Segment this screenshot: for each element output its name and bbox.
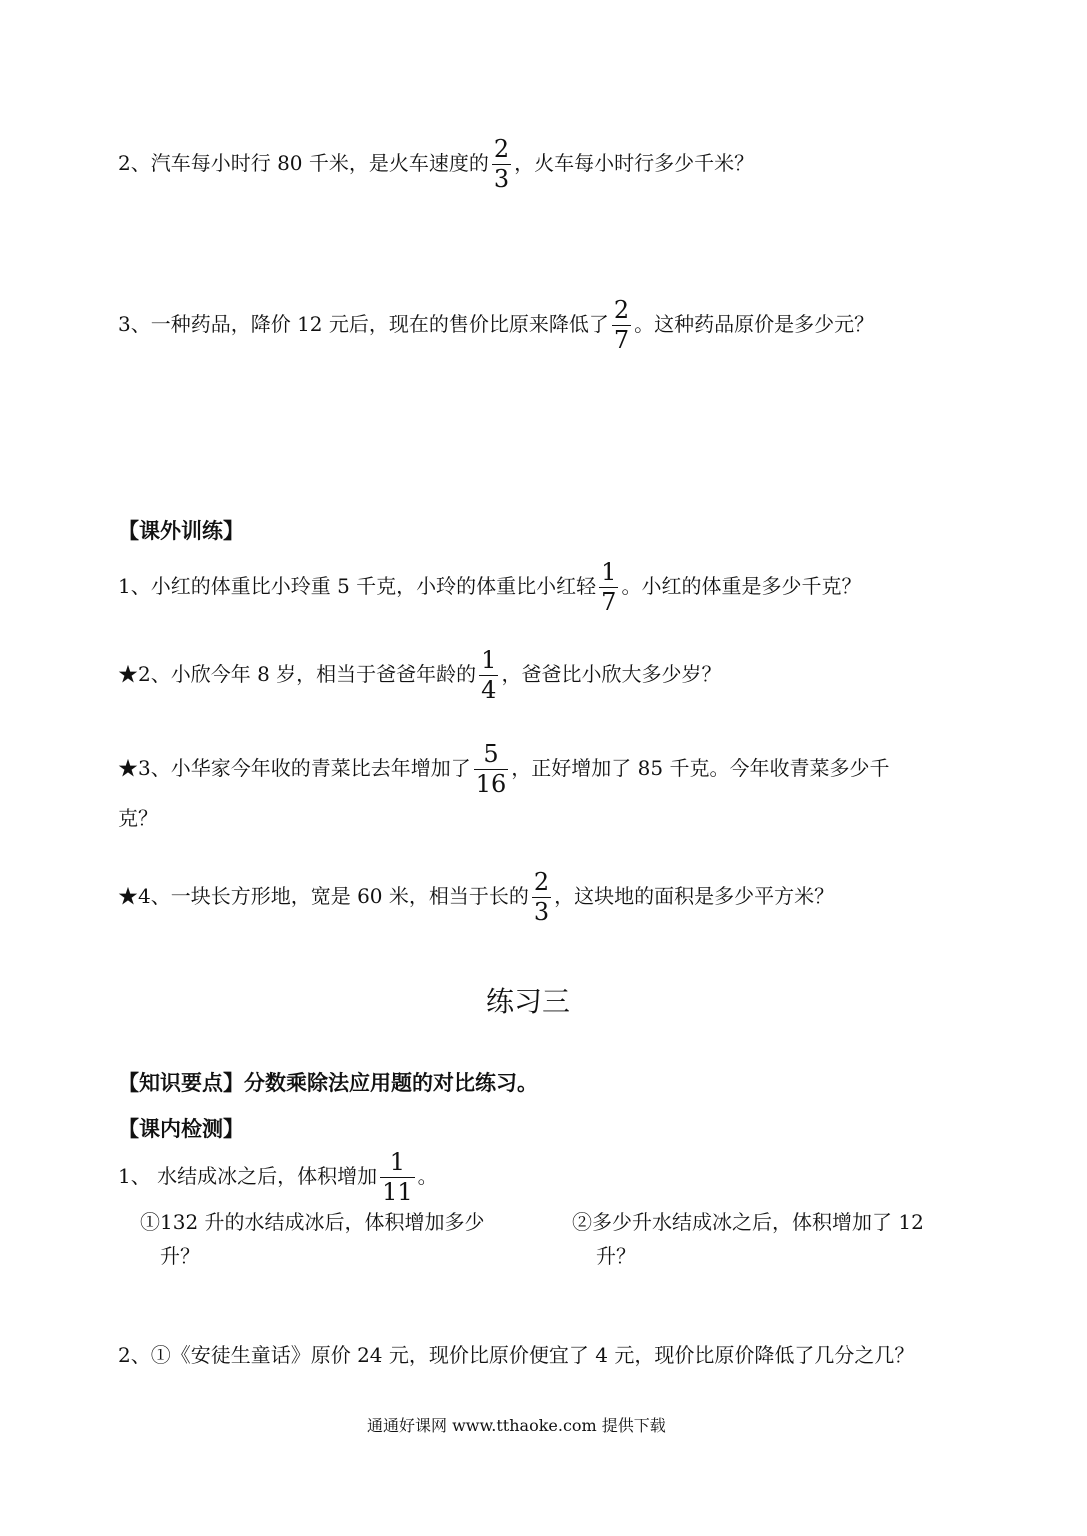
fraction-denominator: 7 [613,326,630,355]
question-3-text-pre: 3、一种药品，降价 12 元后，现在的售价比原来降低了 [118,312,609,337]
extra-q2-text-pre: ★2、小欣今年 8 岁，相当于爸爸年龄的 [118,662,477,687]
extra-training-heading: 【课外训练】 [118,519,244,543]
knowledge-points: 【知识要点】分数乘除法应用题的对比练习。 [118,1071,538,1095]
extra-question-3 [118,742,889,797]
fraction-denominator: 3 [493,165,510,194]
extra-q1-text-pre: 1、小红的体重比小玲重 5 千克，小玲的体重比小红轻 [118,574,597,599]
practice-question-1a: ①132 升的水结成冰后，体积增加多少 [140,1210,485,1234]
fraction-denominator: 16 [475,770,507,799]
fraction-numerator: 2 [533,868,550,896]
fraction [380,1150,415,1205]
footer-text: 通通好课网 www.tthaoke.com 提供下载 [367,1416,666,1435]
practice-question-1 [118,1150,438,1205]
question-2 [118,137,754,192]
extra-q4-text-post: ，这块地的面积是多少平方米？ [554,884,835,909]
section-title: 练习三 [486,985,571,1018]
in-class-test-heading: 【课内检测】 [118,1117,244,1141]
fraction-denominator: 4 [481,676,497,705]
question-2-text-post: ，火车每小时行多少千米？ [514,151,755,176]
practice-question-1a-continuation: 升？ [160,1244,200,1268]
fraction [474,742,509,797]
question-3-text-post: 。这种药品原价是多少元？ [634,312,875,337]
question-2-text-pre: 2、汽车每小时行 80 千米，是火车速度的 [118,151,489,176]
extra-q4-text-pre: ★4、一块长方形地，宽是 60 米，相当于长的 [118,884,529,909]
fraction-denominator: 3 [533,898,550,927]
practice-question-2: 2、①《安徒生童话》原价 24 元，现价比原价便宜了 4 元，现价比原价降低了几分之几？ [118,1343,915,1367]
extra-question-3-continuation: 克？ [118,806,158,830]
fraction [599,560,618,615]
practice-question-1b: ②多少升水结成冰之后，体积增加了 12 [572,1210,924,1234]
question-3 [118,298,874,353]
fraction-numerator: 1 [601,558,617,586]
fraction-numerator: 2 [613,296,630,324]
fraction [479,648,498,703]
fraction-denominator: 7 [601,588,617,617]
extra-q1-text-post: 。小红的体重是多少千克？ [621,574,862,599]
extra-question-2 [118,648,721,703]
fraction [612,298,631,353]
extra-q3-text-post: ，正好增加了 85 千克。今年收青菜多少千 [511,756,890,781]
fraction-numerator: 2 [493,135,510,163]
extra-question-1 [118,560,861,615]
fraction-numerator: 5 [483,740,499,768]
fraction-numerator: 1 [481,646,497,674]
extra-q3-text-pre: ★3、小华家今年收的青菜比去年增加了 [118,756,471,781]
practice-question-1b-continuation: 升？ [596,1244,636,1268]
practice-q1-text-pre: 1、 水结成冰之后，体积增加 [118,1164,378,1189]
extra-question-4 [118,870,834,925]
fraction [532,870,551,925]
fraction-numerator: 1 [389,1148,405,1176]
fraction-denominator: 11 [382,1178,413,1207]
fraction [492,137,511,192]
extra-q2-text-post: ，爸爸比小欣大多少岁？ [501,662,722,687]
practice-q1-text-post: 。 [417,1164,438,1189]
